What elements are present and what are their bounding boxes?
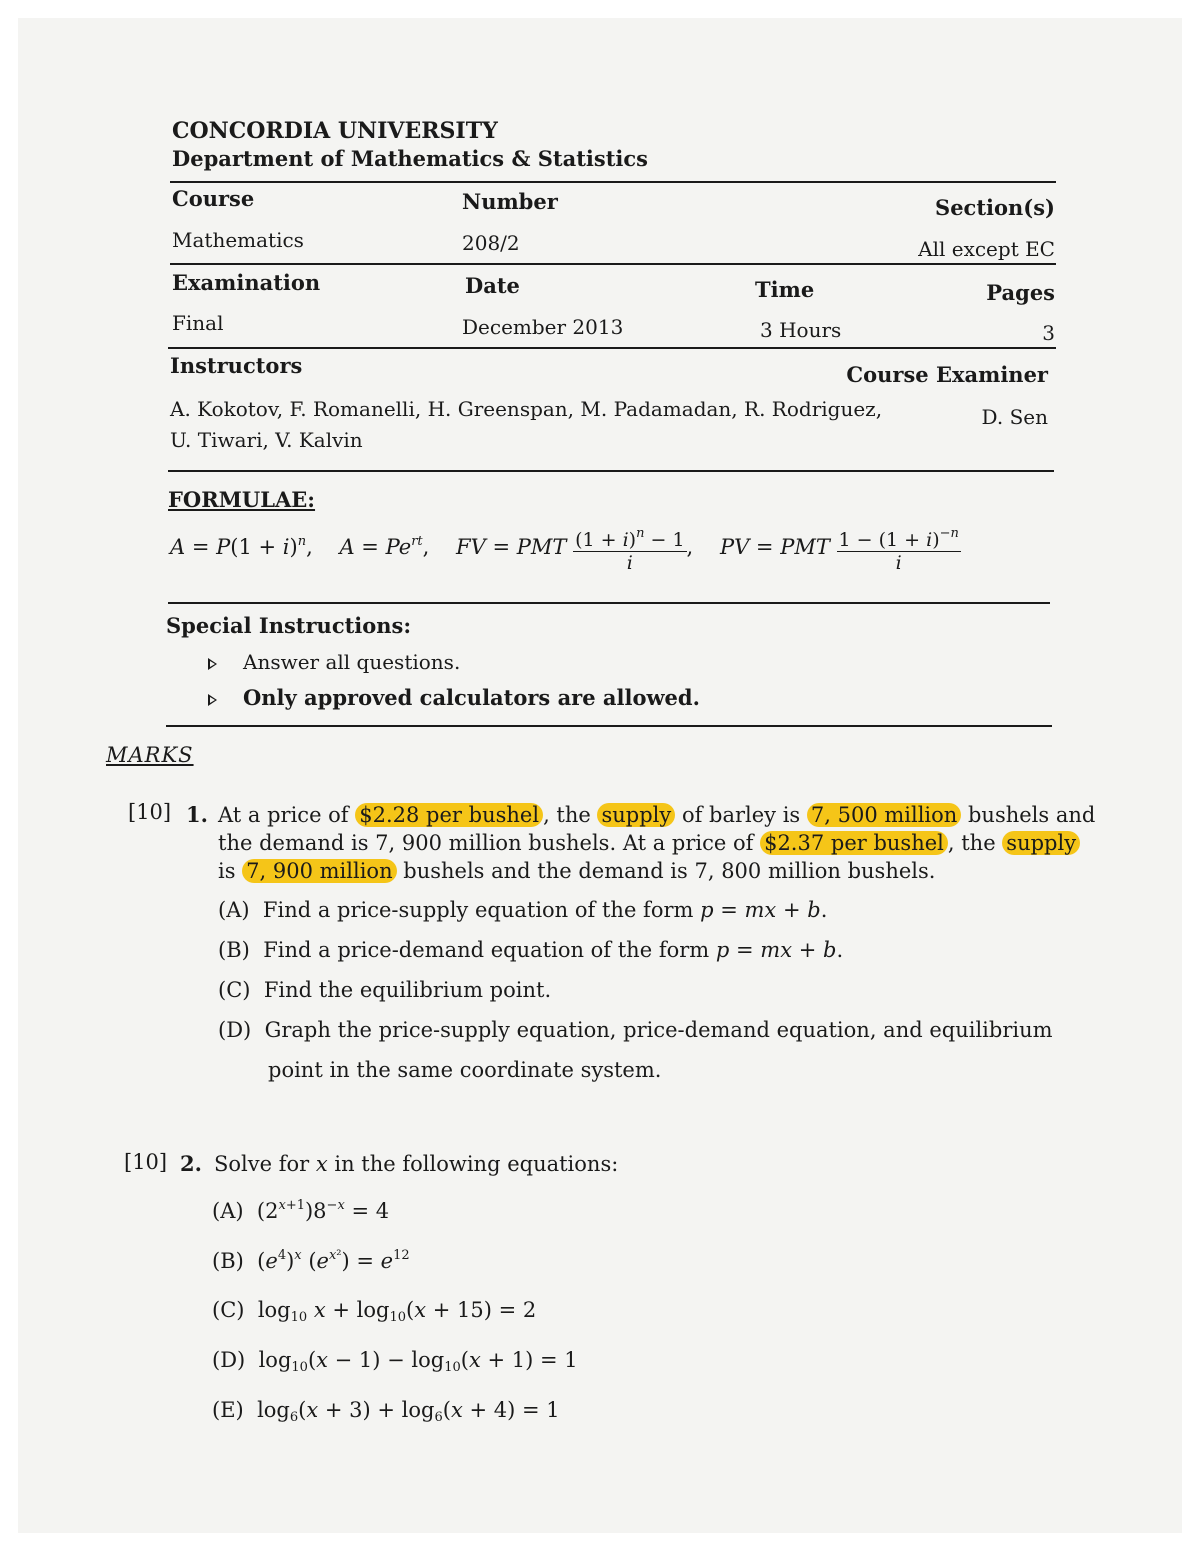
number-label: Number — [462, 189, 558, 214]
examiner-label: Course Examiner — [846, 362, 1048, 387]
date-label: Date — [465, 273, 520, 298]
divider — [168, 602, 1050, 604]
triangle-bullet-icon — [208, 694, 217, 706]
course-value: Mathematics — [172, 228, 304, 252]
q2-part-b: (B) $(e^4)^x$ $(e^{x^2}) = e^{12}$ — [212, 1248, 410, 1273]
instruction-item-2: Only approved calculators are allowed. — [208, 685, 700, 710]
q1-part-b: (B) Find a price-demand equation of the form p = mx + b. — [218, 938, 844, 962]
exam-value: Final — [172, 311, 224, 335]
time-label: Time — [755, 277, 815, 302]
q1-part-d-cont: point in the same coordinate system. — [268, 1058, 662, 1082]
date-value: December 2013 — [462, 315, 624, 339]
pages-value: 3 — [1042, 321, 1055, 345]
q2-intro: Solve for x in the following equations: — [214, 1152, 619, 1176]
divider — [168, 470, 1054, 472]
exam-label: Examination — [172, 270, 321, 295]
triangle-bullet-icon — [208, 658, 217, 670]
marks-label: MARKS — [106, 743, 194, 767]
instruction-item-1: Answer all questions. — [208, 650, 460, 674]
q2-marks: [10] — [124, 1150, 168, 1174]
q1-marks: [10] — [128, 800, 172, 824]
q2-number: 2. — [180, 1151, 202, 1176]
sections-label: Section(s) — [935, 195, 1055, 220]
q2-part-a: (A) $(2^{x+1})8^{-x} = 4$ — [212, 1198, 390, 1223]
instructors-line2: U. Tiwari, V. Kalvin — [170, 428, 363, 452]
formulae-equations: $A = P(1 + i)^n$, $A = Pe^{rt}$, FV = PMT $\frac{(1 + i)^n - 1}{i}$ , PV = PMT $\frac{1 - (1 + i)^{-n}}{i}$ — [170, 523, 961, 574]
q1-text-line1: At a price of $2.28 per bushel , the supply of barley is 7, 500 million bushels and — [218, 803, 1096, 827]
instructors-line1: A. Kokotov, F. Romanelli, H. Greenspan, M. Padamadan, R. Rodriguez, — [170, 397, 883, 421]
instructors-label: Instructors — [170, 353, 303, 378]
department-name: Department of Mathematics & Statistics — [172, 146, 648, 171]
q1-number: 1. — [186, 802, 208, 827]
q2-part-e: (E) $\log_6(x + 3) + \log_6(x + 4) = 1$ — [212, 1398, 560, 1425]
divider — [170, 181, 1056, 183]
divider — [170, 263, 1056, 265]
q1-part-c: (C) Find the equilibrium point. — [218, 978, 552, 1002]
divider — [168, 347, 1056, 349]
divider — [166, 725, 1052, 727]
pages-label: Pages — [986, 280, 1055, 305]
sections-value: All except EC — [918, 237, 1055, 261]
q1-text-line2: the demand is 7, 900 million bushels. At a price of $2.37 per bushel , the supply — [218, 831, 1080, 855]
q1-part-a: (A) Find a price-supply equation of the form p = mx + b. — [218, 898, 828, 922]
q2-part-c: (C) $\log_{10} x + \log_{10}(x + 15) = 2$ — [212, 1298, 537, 1325]
examiner-value: D. Sen — [981, 405, 1048, 429]
university-name: CONCORDIA UNIVERSITY — [172, 118, 498, 144]
course-label: Course — [172, 186, 255, 211]
special-instructions-label: Special Instructions: — [166, 613, 412, 638]
number-value: 208/2 — [462, 231, 520, 255]
q1-text-line3: is 7, 900 million bushels and the demand is 7, 800 million bushels. — [218, 859, 936, 883]
q1-part-d: (D) Graph the price-supply equation, price-demand equation, and equilibrium — [218, 1018, 1053, 1042]
q2-part-d: (D) $\log_{10}(x - 1) - \log_{10}(x + 1) = 1$ — [212, 1348, 578, 1375]
formulae-label: FORMULAE: — [168, 487, 316, 512]
time-value: 3 Hours — [760, 318, 842, 342]
